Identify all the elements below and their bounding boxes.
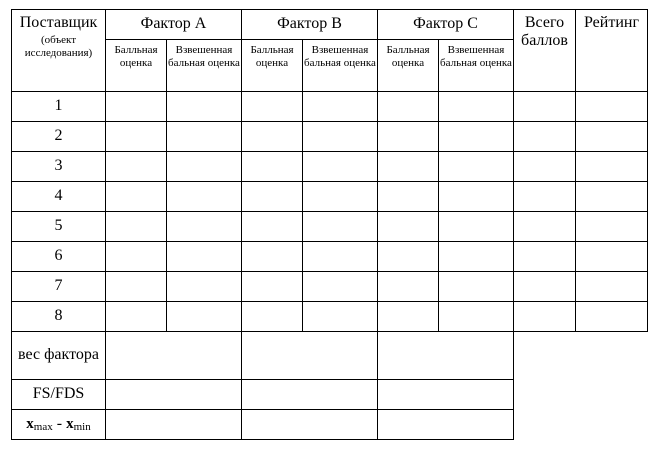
- table-cell: [167, 122, 242, 152]
- row-number: 5: [12, 212, 106, 242]
- table-cell: [106, 92, 167, 122]
- row-number: 6: [12, 242, 106, 272]
- row-number: 1: [12, 92, 106, 122]
- table-row: [12, 302, 648, 332]
- table-cell: [303, 152, 378, 182]
- factor-b-header: Фактор B: [242, 10, 378, 40]
- row-number: 3: [12, 152, 106, 182]
- table-cell: [576, 242, 648, 272]
- factor-a-header: Фактор A: [106, 10, 242, 40]
- factor-c-score-header: Балльная оценка: [378, 40, 439, 92]
- table-cell: [303, 242, 378, 272]
- factor-a-score-header: Балльная оценка: [106, 40, 167, 92]
- fs-fds-cell-c: [378, 380, 514, 410]
- table-cell: [378, 92, 439, 122]
- table-cell: [106, 272, 167, 302]
- table-cell: [576, 182, 648, 212]
- table-cell: [167, 242, 242, 272]
- table-cell: [303, 182, 378, 212]
- table-cell: [439, 152, 514, 182]
- table-cell: [439, 212, 514, 242]
- table-cell: [576, 272, 648, 302]
- table-cell: [242, 122, 303, 152]
- weight-label: вес фактора: [12, 332, 106, 380]
- minus-sign: -: [52, 415, 67, 433]
- table-cell: [242, 272, 303, 302]
- table-cell: [439, 182, 514, 212]
- table-cell: [439, 242, 514, 272]
- weight-cell-b: [242, 332, 378, 380]
- table-cell: [167, 302, 242, 332]
- table-cell: [242, 92, 303, 122]
- min-subscript: min: [73, 421, 91, 434]
- supplier-rows: [12, 92, 648, 332]
- table-cell: [242, 242, 303, 272]
- table-cell: [514, 92, 576, 122]
- row-number: 8: [12, 302, 106, 332]
- table-cell: [378, 122, 439, 152]
- row-number: 4: [12, 182, 106, 212]
- table-cell: [378, 152, 439, 182]
- table-row: [12, 122, 648, 152]
- range-row: [12, 410, 648, 440]
- range-label: [12, 410, 106, 440]
- empty-area: [514, 332, 648, 380]
- table-cell: [378, 242, 439, 272]
- factor-c-header: Фактор C: [378, 10, 514, 40]
- table-cell: [378, 212, 439, 242]
- x-symbol: x: [66, 416, 74, 433]
- table-cell: [514, 302, 576, 332]
- weight-row: [12, 332, 648, 380]
- table-cell: [303, 92, 378, 122]
- table-cell: [106, 242, 167, 272]
- table-cell: [167, 92, 242, 122]
- table-cell: [106, 302, 167, 332]
- x-symbol: x: [26, 416, 34, 433]
- factor-c-weighted-header: Взвешенная бальная оценка: [439, 40, 514, 92]
- table-cell: [167, 272, 242, 302]
- weight-cell-c: [378, 332, 514, 380]
- factor-b-score-header: Балльная оценка: [242, 40, 303, 92]
- table-row: [12, 242, 648, 272]
- table-cell: [167, 152, 242, 182]
- table-cell: [378, 272, 439, 302]
- total-header: Всего баллов: [514, 10, 576, 92]
- table-cell: [378, 302, 439, 332]
- supplier-header: [12, 10, 106, 92]
- table-row: [12, 212, 648, 242]
- empty-area: [514, 380, 648, 410]
- table-cell: [514, 272, 576, 302]
- fs-fds-cell-a: [106, 380, 242, 410]
- table-cell: [106, 182, 167, 212]
- rating-header: Рейтинг: [576, 10, 648, 92]
- table-cell: [576, 212, 648, 242]
- range-cell-b: [242, 410, 378, 440]
- header-row-factors: [12, 10, 648, 40]
- table-cell: [439, 302, 514, 332]
- weight-cell-a: [106, 332, 242, 380]
- table-cell: [378, 182, 439, 212]
- table-cell: [576, 302, 648, 332]
- fs-fds-cell-b: [242, 380, 378, 410]
- factor-b-weighted-header: Взвешенная бальная оценка: [303, 40, 378, 92]
- row-number: 2: [12, 122, 106, 152]
- empty-area: [514, 410, 648, 440]
- table-cell: [303, 272, 378, 302]
- table-cell: [439, 272, 514, 302]
- fs-fds-label: FS/FDS: [12, 380, 106, 410]
- supplier-rating-table: [11, 9, 648, 440]
- table-cell: [242, 302, 303, 332]
- factor-a-weighted-header: Взвешенная бальная оценка: [167, 40, 242, 92]
- range-cell-a: [106, 410, 242, 440]
- table-cell: [514, 212, 576, 242]
- table-cell: [106, 122, 167, 152]
- table-cell: [514, 242, 576, 272]
- table-cell: [439, 122, 514, 152]
- max-subscript: max: [33, 421, 53, 434]
- table-cell: [106, 212, 167, 242]
- table-row: [12, 152, 648, 182]
- table-cell: [303, 212, 378, 242]
- table-cell: [242, 212, 303, 242]
- table-cell: [106, 152, 167, 182]
- table-cell: [514, 122, 576, 152]
- table-cell: [576, 152, 648, 182]
- fs-fds-row: [12, 380, 648, 410]
- table-cell: [303, 302, 378, 332]
- range-cell-c: [378, 410, 514, 440]
- table-row: [12, 272, 648, 302]
- table-cell: [167, 212, 242, 242]
- table-row: [12, 182, 648, 212]
- table-cell: [514, 182, 576, 212]
- table-cell: [576, 122, 648, 152]
- table-cell: [514, 152, 576, 182]
- supplier-header-label: Поставщик: [19, 14, 98, 31]
- table-cell: [439, 92, 514, 122]
- table-cell: [576, 92, 648, 122]
- table-cell: [303, 122, 378, 152]
- supplier-header-note: (объект исследования): [24, 34, 93, 60]
- row-number: 7: [12, 272, 106, 302]
- table-row: [12, 92, 648, 122]
- table-cell: [242, 152, 303, 182]
- table-cell: [242, 182, 303, 212]
- table-cell: [167, 182, 242, 212]
